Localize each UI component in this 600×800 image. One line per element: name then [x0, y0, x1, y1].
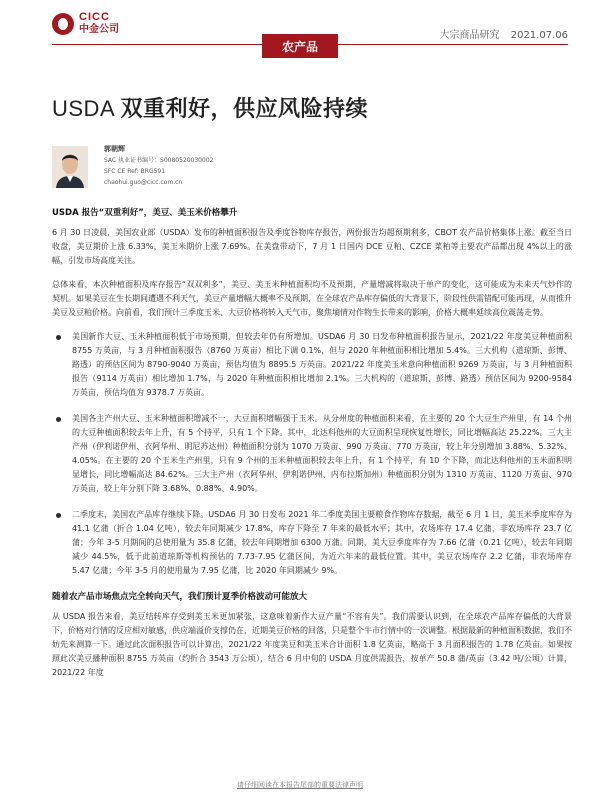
- sector-tag: 农产品: [262, 34, 338, 58]
- paragraph: 从 USDA 报告来看，美豆结转库存受到美玉米更加紧张，这意味着新作大豆产量“不容有失”。我们需要认识到，在全球农产品库存偏低的大背景下，价格对行情的反应相对敏感，供应端溢价支撑仍在，近期美豆价格的回落，只是整个牛市行情中的一次调整。根据最新的种植面积数据，我们不妨先来测算一下。通过此次面积报告可以计算出，2021/22 年度美豆和美玉米合计面积 1.8 亿英亩，略高于 3 月面积报告的 1.78 亿英亩。如果按照此次美豆播种面积 8755 万英亩（约折合 3543 万公顷），结合 6 月中旬的 USDA 月度供需报告，按单产 50.8 蒲/英亩（3.42 吨/公顷）计算，2021/22 年度: [52, 612, 572, 677]
- bullet-list: [52, 330, 572, 578]
- logo-chinese: 中金公司: [79, 24, 119, 35]
- author-block: [104, 144, 213, 188]
- report-category: 大宗商品研究: [439, 30, 500, 41]
- avatar-portrait-icon: [52, 146, 88, 188]
- bullet-item: 美国新作大豆、玉米种植面积低于市场预期，但较去年仍有所增加。USDA6 月 30 日发布种植面积报告显示，2021/22 年度美豆种植面积 8755 万英亩，与 3 月种植面积报告（8760 万英亩）相比下调 0.1%，但与 2020 年种植面积相比增加 5.4%。三大机构（道琼斯、彭博、路透）的预估区间为 8790-9040 万英亩，预估均值为 8895.5 万英亩。2021/22 年度美玉米意向种植面积 9269 万英亩，与 3 月种植面积报告（9114 万英亩）相比增加 1.7%，与 2020 年种植面积相比增加 2.1%。三大机构的（道琼斯、彭博、路透）预估区间为 9200-9584 万英亩，预估均值为 9378.7 万英亩。: [52, 330, 572, 400]
- bullet-item: 美国各主产州大豆、玉米种植面积增减不一，大豆面积增幅强于玉米。从分州度的种植面积来看，在主要的 20 个大豆生产州里，有 14 个州的大豆种植面积较去年上升，有 5 个持平，只有 1 个下降。其中，北达科他州的大豆面积呈现恢复性增长，同比增幅高达 25.22%。三大主产州（伊利诺伊州、衣阿华州、明尼苏达州）种植面积分别为 1070 万英亩、990 万英亩、770 万英亩，较上年分别增加 3.88%、5.32%、4.05%。在主要的 20 个玉米生产州里，只有 9 个州的玉米种植面积较去年上升，有 1 个持平，有 10 个下降，而北达科他州的玉米面积明显增长，同比增幅高达 84.62%。三大主产州（衣阿华州、伊利诺伊州、内布拉斯加州）种植面积分别为 1310 万英亩、1120 万英亩、970 万英亩，较上年分别下降 3.68%、0.88%、4.90%。: [52, 412, 572, 496]
- author-avatar: [52, 146, 88, 188]
- paragraph: 6 月 30 日凌晨，美国农业部（USDA）发布的种植面积报告及季度谷物库存报告，两份报告均超预期利多，CBOT 农产品价格集体上涨。截至当日收盘，美豆期价上涨 6.33%，美玉米期价上涨 7.69%。在美盘带动下，7 月 1 日国内 DCE 豆粕、CZCE 菜粕等主要农产品都出现 4%以上的涨幅，引发市场高度关注。: [52, 228, 572, 265]
- paragraph: 总体来看，本次种植面积及库存报告“双双利多”，美豆、美玉米种植面积均不及预期，产量增减将取决于单产的变化，这可能成为未来天气炒作的契机。如果美豆在生长期间遭遇不利天气，美豆产量增幅大概率不及预期，在全球农产品库存偏低的大背景下，阶段性供需错配可能再现，从而推升美豆及豆粕价格。向前看，我们预计三季度玉米、大豆价格将转入天气市，聚焦墒情对作物生长带来的影响，价格大概率延续高位震荡走势。: [52, 280, 572, 317]
- author-name: 郭朝辉: [104, 145, 125, 153]
- title-latin: USDA: [52, 96, 121, 121]
- author-sac-id: SAC 执业证书编号：S0080520030002: [104, 157, 214, 164]
- cicc-logo-icon: [52, 13, 74, 35]
- legal-notice-link[interactable]: 请仔细阅读在本报告尾部的重要法律声明: [237, 781, 363, 789]
- author-email[interactable]: chaohui.guo@cicc.com.cn: [104, 179, 183, 186]
- header-meta: [440, 26, 568, 41]
- title-text: 双重利好，供应风险持续: [120, 97, 369, 122]
- bullet-item: 二季度末，美国农产品库存继续下降。USDA6 月 30 日发布 2021 年二季度美国主要粮食作物库存数据，截至 6 月 1 日，美玉米季度库存为 41.1 亿蒲（折合 1.04 亿吨），较去年同期减少 17.8%，库存下降至 7 年来的最低水平；其中，农场库存 17.4 亿蒲，非农场库存 23.7 亿蒲；今年 3-5 月期间的总使用量为 35.8 亿蒲，较去年同期增加 6300 万蒲。同期，美大豆季度库存为 7.66 亿蒲（0.21 亿吨），较去年同期减少 44.5%，低于此前道琼斯等机构预估的 7.73-7.95 亿蒲区间，为近六年来的最低位置。其中，美豆农场库存 2.2 亿蒲，非农场库存 5.47 亿蒲；今年 3-5 月的使用量为 7.95 亿蒲，比 2020 年同期减少 9%。: [52, 508, 572, 578]
- section-heading: 随着农产品市场焦点完全转向天气，我们预计夏季价格波动可能放大: [52, 592, 308, 602]
- author-sfc-id: SFC CE Ref: BRG591: [104, 168, 166, 175]
- logo-english: CICC: [79, 11, 110, 23]
- report-date: 2021.07.06: [510, 30, 568, 41]
- page-title: [52, 92, 368, 123]
- section-heading: USDA 报告“双重利好”，美豆、美玉米价格攀升: [52, 208, 238, 218]
- cicc-logo: [52, 12, 119, 35]
- report-body: [52, 206, 572, 690]
